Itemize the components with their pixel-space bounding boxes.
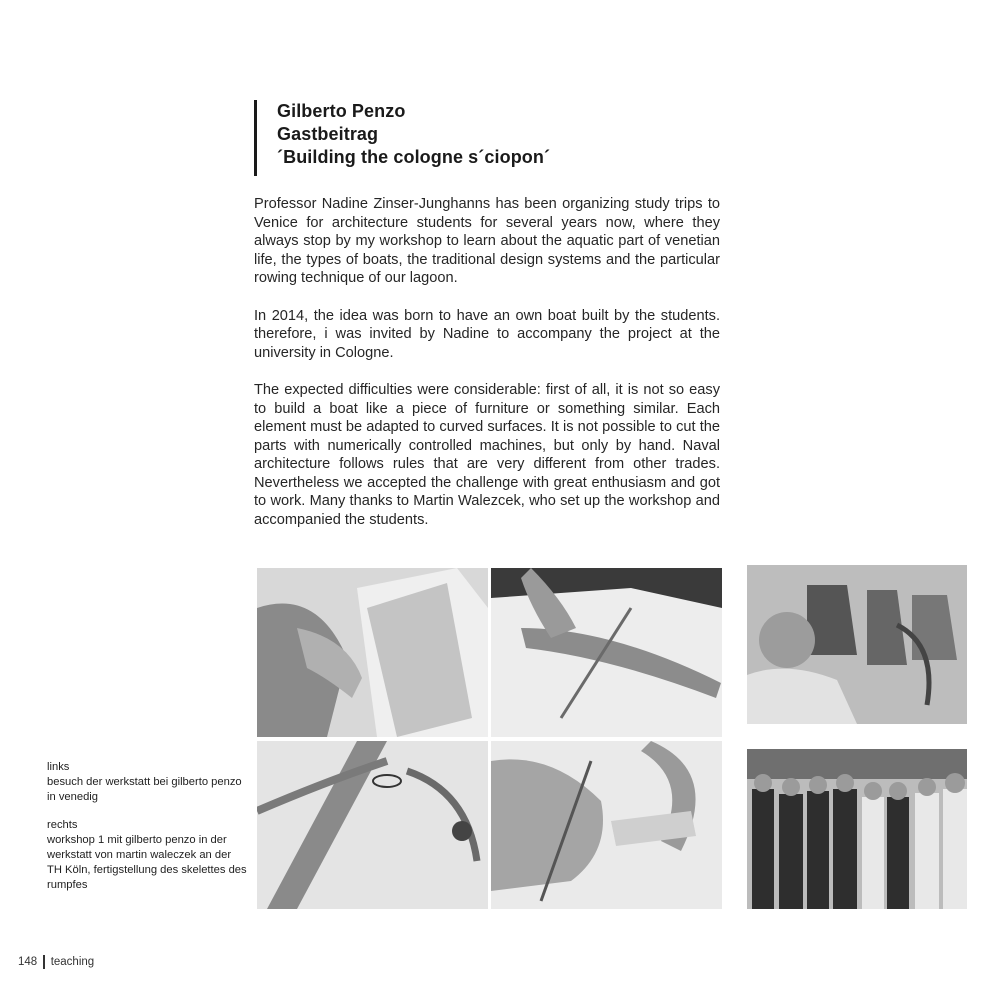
article-type: Gastbeitrag bbox=[277, 124, 379, 144]
section-name: teaching bbox=[50, 956, 95, 968]
article-title: ´Building the cologne s´ciopon´ bbox=[277, 147, 551, 167]
photo-wood-templates bbox=[257, 741, 488, 909]
paragraph-2: In 2014, the idea was born to have an own boat built by the students. therefore, i was invited by Nadine to accompany the project at the university in Cologne. bbox=[254, 307, 720, 361]
article-body bbox=[254, 195, 720, 548]
photo-hands-on-drawing bbox=[257, 568, 488, 737]
photo-hand-with-pencil bbox=[491, 741, 722, 909]
caption-left-text: besuch der werkstatt bei gilberto penzo in venedig bbox=[47, 775, 242, 803]
caption-right-title: rechts bbox=[47, 819, 78, 832]
photo-captions bbox=[47, 760, 247, 906]
article-heading bbox=[254, 100, 550, 176]
caption-right bbox=[47, 818, 247, 892]
caption-left bbox=[47, 760, 247, 804]
paragraph-1: Professor Nadine Zinser-Junghanns has been organizing study trips to Venice for architecture students for several years now, where they always stop by my workshop to learn about the aquatic part of venetian life, the types of boats, the traditional design systems and the particular rowing technique of our lagoon. bbox=[254, 196, 720, 286]
author-name: Gilberto Penzo bbox=[277, 101, 406, 121]
caption-left-title: links bbox=[47, 761, 70, 773]
footer-separator bbox=[43, 955, 45, 969]
page-number: 148 bbox=[18, 956, 38, 968]
caption-right-text: workshop 1 mit gilberto penzo in der werkstatt von martin waleczek an der TH Köln, fertigstellung des skelettes des rumpfes bbox=[47, 834, 247, 891]
photo-gilberto-penzo bbox=[747, 565, 967, 724]
photo-boat-model bbox=[491, 568, 722, 737]
paragraph-3: The expected difficulties were considerable: first of all, it is not so easy to build a boat like a piece of furniture or something similar. Each element must be adapted to curved surfaces. It is not possible to cut the parts with numerically controlled machines, but only by hand. Naval architecture follows rules that are very different from other trades. Nevertheless we accepted the challenge with great enthusiasm and got to work. Many thanks to Martin Walezcek, who set up the workshop and accompanied the students. bbox=[254, 382, 720, 528]
photo-group-of-students bbox=[747, 749, 967, 909]
page-footer bbox=[18, 955, 94, 969]
